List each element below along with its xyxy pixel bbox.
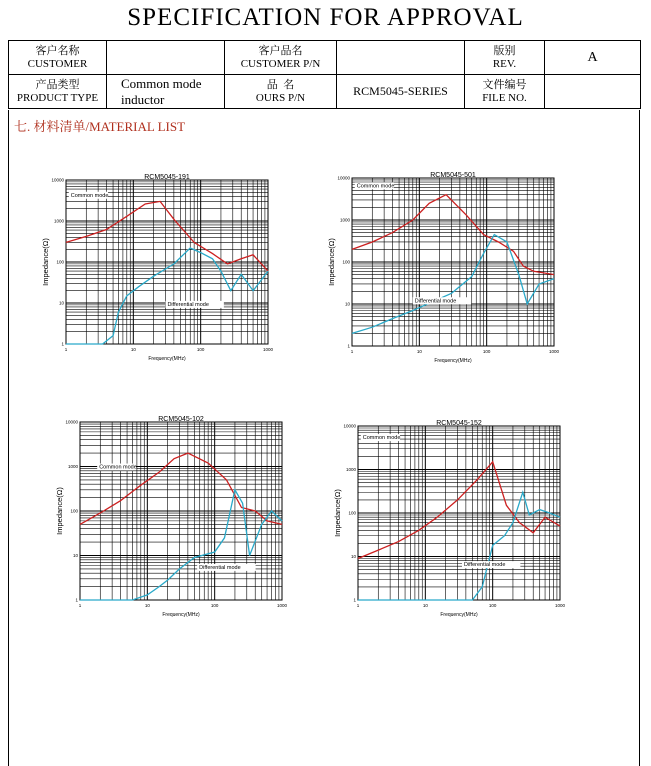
rev-label-en: REV. xyxy=(492,57,517,70)
series-label-common-mode xyxy=(97,464,137,471)
header-table xyxy=(8,40,641,109)
y-tick-label: 1 xyxy=(353,597,356,603)
customer-value xyxy=(107,41,225,75)
document-title: SPECIFICATION FOR APPROVAL xyxy=(127,4,524,31)
rev-value: A xyxy=(545,41,641,75)
product-type-label-cn: 产品类型 xyxy=(35,78,80,91)
chart-title: RCM5045-102 xyxy=(158,416,204,423)
customer-label-cn: 客户名称 xyxy=(35,44,80,57)
x-tick-label: 1000 xyxy=(262,347,274,352)
series-label-common-mode xyxy=(69,192,109,199)
y-tick-label: 10000 xyxy=(65,419,78,425)
product-type-value-line1: Common mode xyxy=(121,75,202,91)
product-type-value-line2: inductor xyxy=(121,91,165,107)
x-tick-label: 100 xyxy=(210,603,219,608)
chart-title: RCM5045-152 xyxy=(436,420,482,427)
series-label-text: Differential mode xyxy=(167,301,209,308)
series-label-common-mode xyxy=(355,182,395,189)
customer-pn-label-en: CUSTOMER P/N xyxy=(240,57,321,70)
product-type-label-en: PRODUCT TYPE xyxy=(16,91,99,104)
y-tick-label: 10 xyxy=(344,301,350,307)
customer-pn-label-cn: 客户品名 xyxy=(258,44,303,57)
x-tick-label: 1 xyxy=(356,603,360,608)
y-axis-label: Impedance(Ω) xyxy=(327,238,336,286)
series-label-text: Common mode xyxy=(99,464,137,471)
series-label-text: Common mode xyxy=(362,435,401,442)
chart-title: RCM5045-501 xyxy=(430,172,476,179)
series-label-text: Common mode xyxy=(70,192,109,199)
product-type-label xyxy=(9,75,107,109)
customer-label-en: CUSTOMER xyxy=(27,57,88,70)
y-tick-label: 10000 xyxy=(51,177,64,183)
customer-pn-label xyxy=(225,41,337,75)
y-tick-label: 10 xyxy=(350,554,356,559)
x-tick-label: 10 xyxy=(144,603,150,608)
y-tick-label: 100 xyxy=(348,510,356,516)
x-tick-label: 1 xyxy=(64,347,68,352)
series-label-text: Differential mode xyxy=(463,562,506,569)
x-tick-label: 100 xyxy=(196,347,205,352)
header-row-2 xyxy=(9,75,641,109)
impedance-chart-501 xyxy=(322,166,562,366)
file-no-label-cn: 文件编号 xyxy=(482,78,527,91)
x-axis-label: Frequency(MHz) xyxy=(434,358,472,364)
y-tick-label: 100 xyxy=(342,259,350,265)
y-tick-label: 1 xyxy=(75,597,78,603)
y-tick-label: 100 xyxy=(70,508,78,514)
series-label-differential-mode xyxy=(413,297,471,304)
ours-pn-label-en: OURS P/N xyxy=(255,91,306,104)
series-label-differential-mode xyxy=(165,301,223,308)
series-label-text: Differential mode xyxy=(199,564,241,571)
x-tick-label: 100 xyxy=(482,349,491,354)
y-axis-label: Impedance(Ω) xyxy=(41,238,50,286)
ours-pn-label-cn: 品 名 xyxy=(266,78,295,91)
y-tick-label: 10000 xyxy=(337,175,350,181)
series-label-differential-mode xyxy=(197,564,255,571)
x-axis-label: Frequency(MHz) xyxy=(440,612,478,618)
y-axis-label: Impedance(Ω) xyxy=(55,487,64,535)
y-tick-label: 1 xyxy=(347,343,350,349)
x-tick-label: 10 xyxy=(416,349,422,354)
x-tick-label: 1 xyxy=(350,349,354,354)
customer-label xyxy=(9,41,107,75)
x-tick-label: 1000 xyxy=(554,603,566,608)
impedance-chart-102 xyxy=(50,410,290,620)
ours-pn-value: RCM5045-SERIES xyxy=(337,75,465,109)
product-type-value xyxy=(107,75,225,109)
y-axis-label: Impedance(Ω) xyxy=(333,489,342,537)
y-tick-label: 10 xyxy=(72,553,78,558)
series-label-text: Common mode xyxy=(356,183,395,190)
x-tick-label: 1000 xyxy=(276,603,288,608)
y-tick-label: 1 xyxy=(61,341,64,347)
file-no-value xyxy=(545,75,641,109)
chart-title: RCM5045-191 xyxy=(144,174,190,181)
rev-label xyxy=(465,41,545,75)
customer-pn-value xyxy=(337,41,465,75)
y-tick-label: 1000 xyxy=(339,217,350,223)
y-tick-label: 10000 xyxy=(343,423,356,429)
y-tick-label: 1000 xyxy=(53,218,64,224)
x-tick-label: 10 xyxy=(422,603,428,608)
impedance-chart-152 xyxy=(328,414,568,620)
x-tick-label: 1 xyxy=(78,603,82,608)
y-tick-label: 100 xyxy=(56,259,64,265)
y-tick-label: 1000 xyxy=(67,464,78,469)
file-no-label-en: FILE NO. xyxy=(482,91,527,104)
rev-label-cn: 版别 xyxy=(493,44,516,57)
x-axis-label: Frequency(MHz) xyxy=(148,356,186,362)
series-label-differential-mode xyxy=(462,561,520,568)
x-axis-label: Frequency(MHz) xyxy=(162,612,200,618)
y-tick-label: 1000 xyxy=(345,467,356,472)
impedance-chart-191 xyxy=(36,168,276,364)
series-label-text: Differential mode xyxy=(414,298,457,305)
ours-pn-label xyxy=(225,75,337,109)
x-tick-label: 10 xyxy=(130,347,136,352)
y-tick-label: 10 xyxy=(58,300,64,306)
series-label-common-mode xyxy=(361,434,401,441)
header-row-1 xyxy=(9,41,641,75)
x-tick-label: 1000 xyxy=(548,349,560,354)
file-no-label xyxy=(465,75,545,109)
x-tick-label: 100 xyxy=(488,603,497,608)
section-title: 七. 材料清单/MATERIAL LIST xyxy=(14,119,186,134)
